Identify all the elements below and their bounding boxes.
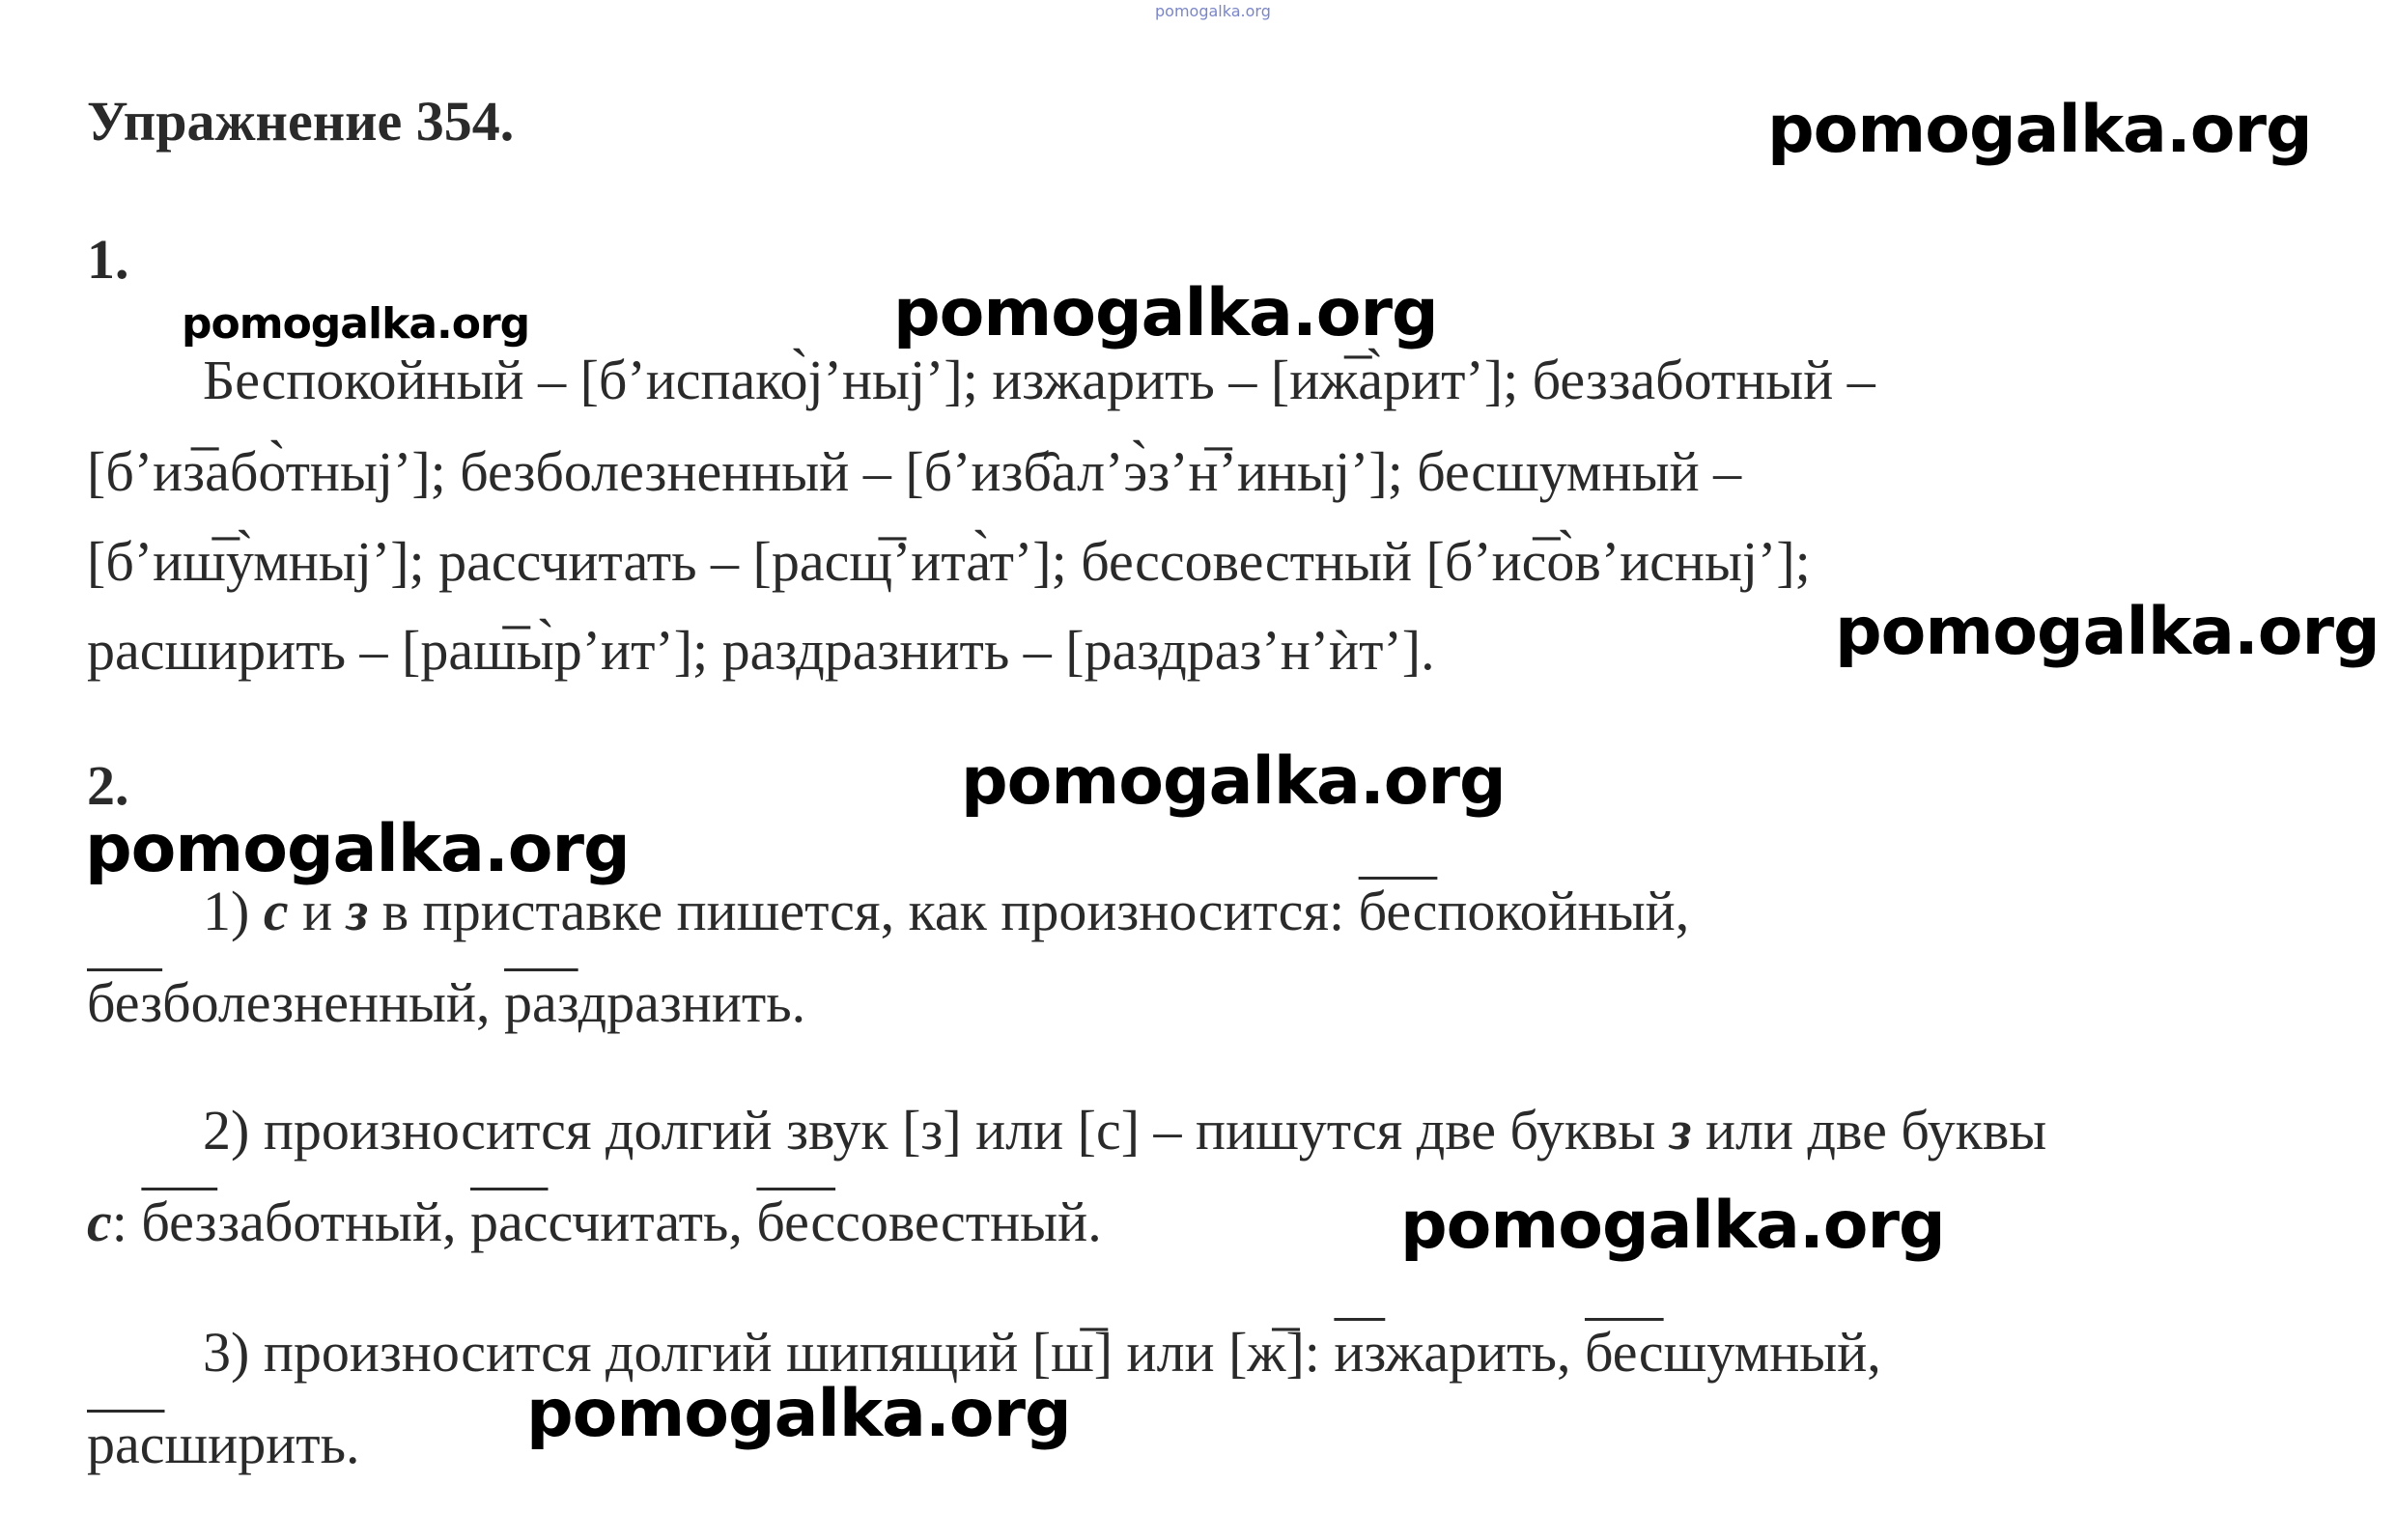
transcription-line: [б’из̅або̀тныj’]; безболезненный – [б’изб̑ал’э̀з’н̅’иныj’]; бесшумный – [87,440,1742,503]
transcription-line: расширить – [раш̅ы̀р’ит’]; раздразнить – [раздраз’н’ѝт’]. [87,619,1435,682]
letter-c: с [87,1190,112,1253]
word-rest: шумный, [1663,1321,1881,1384]
transcription-line: [б’иш̅у̀мныj’]; рассчитать – [расщ̅’ита̀т’]; бессовестный [б’ис̅о̀в’исныj’]; [87,530,1811,593]
prefix-mark: без [87,971,163,1034]
word-rest: совестный. [835,1190,1102,1253]
rule-text: и [288,880,347,942]
word-rest: ширить. [164,1413,360,1475]
section-number: 1. [87,228,129,291]
watermark-center: pomogalka.org [961,743,1506,820]
watermark-right: pomogalka.org [1400,1188,1945,1264]
watermark-center: pomogalka.org [893,275,1438,351]
letter-c: с [263,880,289,942]
watermark-tiny: pomogalka.org [1155,2,1271,20]
rule-text: 1) [203,880,264,942]
letter-z: з [346,880,369,942]
rule-text: 2) произносится долгий звук [з] или [с] – пишутся две буквы [203,1099,1670,1162]
watermark-bottom: pomogalka.org [526,1376,1071,1452]
prefix-mark: бес [1358,880,1438,942]
word-rest: дразнить. [578,971,806,1034]
prefix-mark: бес [1584,1321,1664,1384]
watermark-header: pomogalka.org [1767,92,2312,168]
rule-text: или две буквы [1691,1099,2047,1162]
rule-paragraph-cont [87,1190,1102,1253]
rule-text: 3) произносится долгий шипящий [ш̅] или [ж̅]: [203,1321,1335,1384]
watermark-right: pomogalka.org [1835,594,2380,670]
word-rest: считать, [548,1190,757,1253]
rule-paragraph-cont [87,971,806,1034]
prefix-mark: из [1334,1321,1386,1384]
prefix-mark: без [141,1190,218,1253]
watermark-left: pomogalka.org [85,811,630,887]
prefix-mark: бес [756,1190,836,1253]
rule-text: в приставке пишется, как произносится: [368,880,1359,942]
word-rest: заботный, [217,1190,470,1253]
prefix-mark: рас [87,1413,165,1475]
word-rest: жарить, [1385,1321,1585,1384]
rule-paragraph [203,1321,1881,1384]
word-rest: болезненный, [162,971,505,1034]
transcription-line: Беспокойный – [б’испако̀j’ныj’]; изжарить – [иж̅а̀рит’]; беззаботный – [203,349,1875,411]
word-rest: покойный, [1437,880,1690,942]
prefix-mark: рас [470,1190,549,1253]
prefix-mark: раз [504,971,578,1034]
letter-z: з [1669,1099,1692,1162]
rule-text: : [111,1190,142,1253]
rule-paragraph [203,1099,2047,1162]
rule-paragraph [203,880,1690,942]
rule-paragraph-cont [87,1413,360,1475]
page-title: Упражнение 354. [87,90,515,153]
section-number: 2. [87,754,129,817]
watermark-small: pomogalka.org [182,299,530,349]
